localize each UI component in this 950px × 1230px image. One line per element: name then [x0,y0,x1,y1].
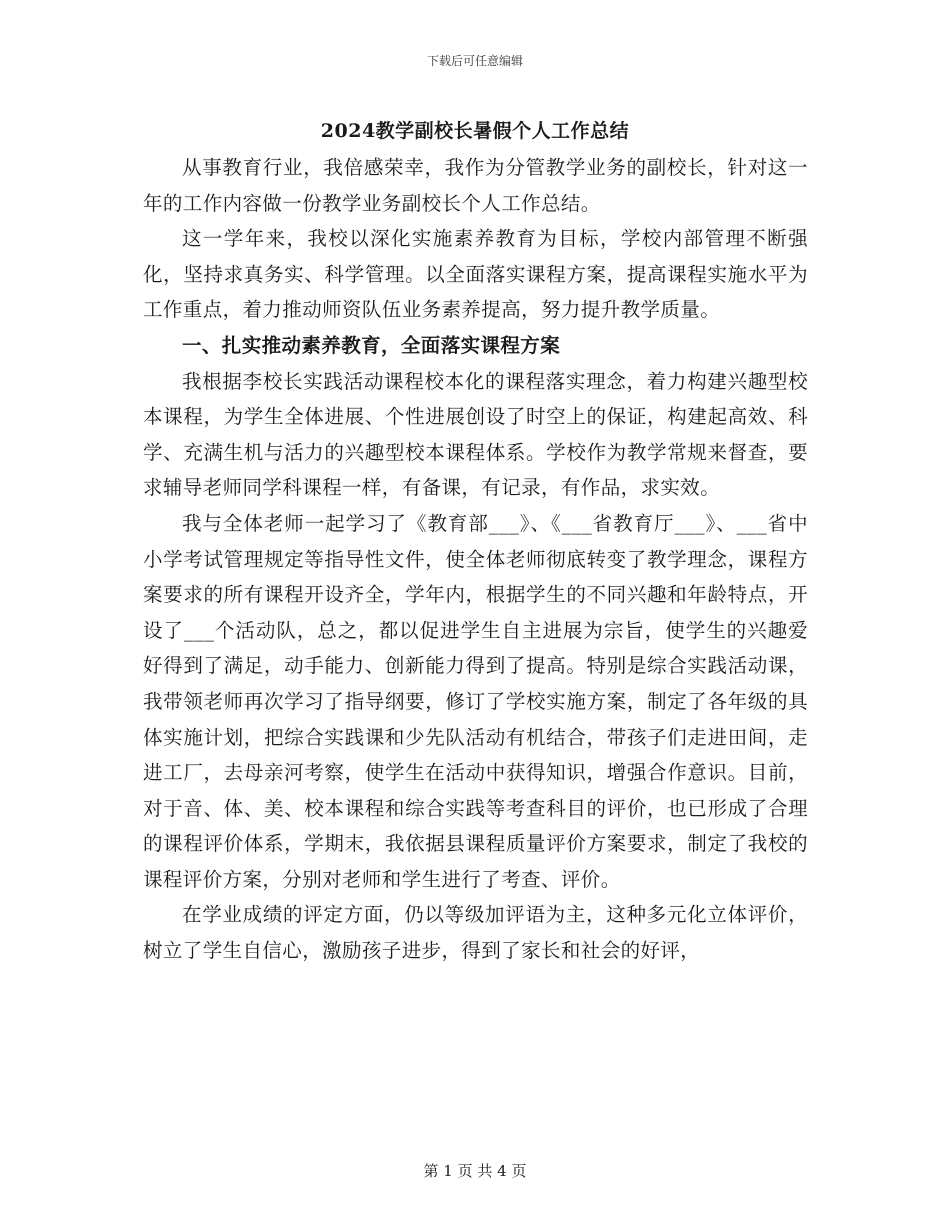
section-paragraph: 我与全体老师一起学习了《教育部___》、《___省教育厅___》、___省中小学考试管理规定等指导性文件，使全体老师彻底转变了教学理念，课程方案要求的所有课程开设齐全，学年内，根据学生的不同兴趣和年龄特点，开设了___个活动队，总之，都以促进学生自主进展为宗旨，使学生的兴趣爱好得到了满足，动手能力、创新能力得到了提高。特别是综合实践活动课，我带领老师再次学习了指导纲要，修订了学校实施方案，制定了各年级的具体实施计划，把综合实践课和少先队活动有机结合，带孩子们走进田间，走进工厂，去母亲河考察，使学生在活动中获得知识，增强合作意识。目前，对于音、体、美、校本课程和综合实践等考查科目的评价，也已形成了合理的课程评价体系，学期末，我依据县课程质量评价方案要求，制定了我校的课程评价方案，分别对老师和学生进行了考查、评价。 [143,511,808,891]
intro-paragraph: 从事教育行业，我倍感荣幸，我作为分管教学业务的副校长，针对这一年的工作内容做一份教学业务副校长个人工作总结。 [143,156,808,215]
document-title: 2024教学副校长暑假个人工作总结 [320,120,630,142]
section-paragraph: 我根据李校长实践活动课程校本化的课程落实理念，着力构建兴趣型校本课程，为学生全体进展、个性进展创设了时空上的保证，构建起高效、科学、充满生机与活力的兴趣型校本课程体系。学校作为教学常规来督查，要求辅导老师同学科课程一样，有备课，有记录，有作品，求实效。 [143,369,808,500]
download-note: 下载后可任意编辑 [426,54,523,68]
section-paragraph: 在学业成绩的评定方面，仍以等级加评语为主，这种多元化立体评价，树立了学生自信心，激励孩子进步，得到了家长和社会的好评， [143,903,808,963]
document-body [143,150,808,969]
overview-paragraph: 这一学年来，我校以深化实施素养教育为目标，学校内部管理不断强化，坚持求真务实、科学管理。以全面落实课程方案，提高课程实施水平为工作重点，着力推动师资队伍业务素养提高，努力提升教学质量。 [143,227,808,322]
section-heading: 一、扎实推动素养教育，全面落实课程方案 [182,333,561,357]
page-number: 第 1 页 共 4 页 [423,1162,527,1180]
